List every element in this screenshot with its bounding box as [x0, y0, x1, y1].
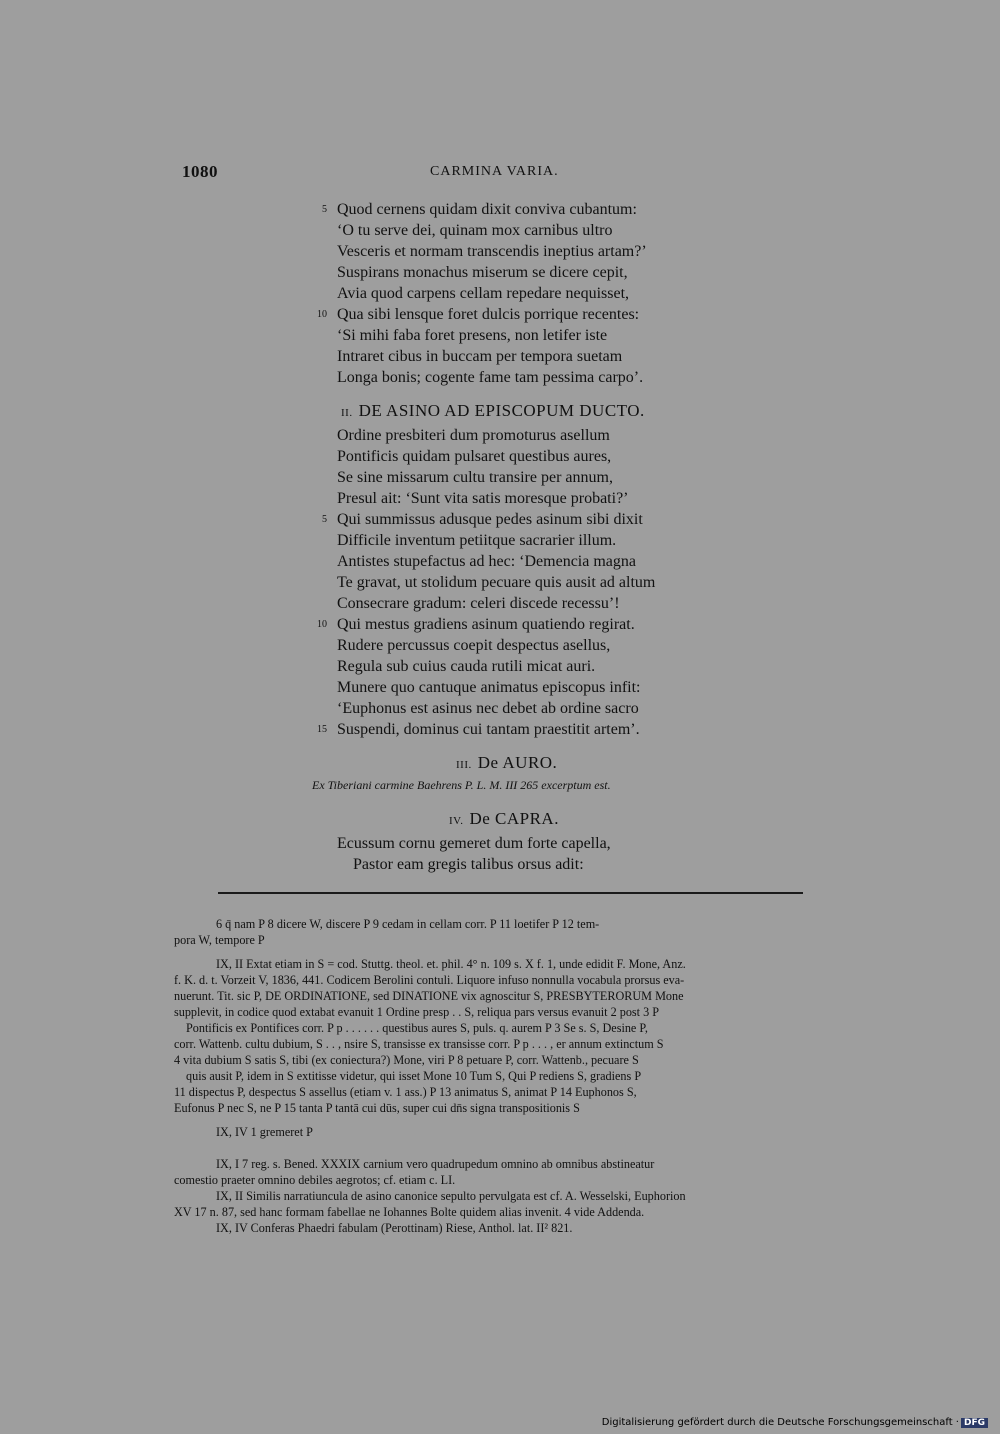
- apparatus-spacer: [174, 948, 850, 956]
- verse-line: [337, 241, 767, 262]
- verse-line: [317, 719, 767, 740]
- verse-text: Munere quo cantuque animatus episcopus infit:: [337, 679, 641, 696]
- apparatus-line: IX, IV 1 gremeret P: [216, 1125, 313, 1139]
- verse-text: ‘Si mihi faba foret presens, non letifer iste: [337, 327, 608, 344]
- verse-text: Pontificis quidam pulsaret questibus aures,: [337, 448, 612, 465]
- apparatus-line: f. K. d. t. Vorzeit V, 1836, 441. Codicem Berolini contuli. Liquore infuso nonnulla vocabula prorsus eva-: [174, 973, 685, 987]
- apparatus-line: quis ausit P, idem in S extitisse videtur, qui isset Mone 10 Tum S, Qui P rediens S, gradiens P: [186, 1069, 642, 1083]
- apparatus-line: IX, I 7 reg. s. Bened. XXXIX carnium vero quadrupedum omnino ab omnibus abstineatur: [216, 1157, 655, 1171]
- apparatus-line: IX, II Extat etiam in S = cod. Stuttg. theol. et. phil. 4° n. 109 s. X f. 1, unde edidit F. Mone, Anz.: [216, 957, 686, 971]
- verse-text: Quod cernens quidam dixit conviva cubantum:: [337, 201, 637, 218]
- apparatus-line: pora W, tempore P: [174, 933, 265, 947]
- verse-text: Qui summissus adusque pedes asinum sibi dixit: [337, 511, 643, 528]
- page-header: [182, 160, 822, 186]
- verse-line: [337, 677, 767, 698]
- verse-text: Difficile inventum petiitque sacrarier illum.: [337, 532, 617, 549]
- running-title: CARMINA VARIA.: [430, 164, 559, 179]
- verse-text: Presul ait: ‘Sunt vita satis moresque probati?’: [337, 490, 629, 507]
- apparatus-line: 11 dispectus P, despectus S assellus (etiam v. 1 ass.) P 13 animatus S, animat P 14 Euphonos S,: [174, 1085, 637, 1099]
- verse-text: Te gravat, ut stolidum pecuare quis ausit ad altum: [337, 574, 656, 591]
- verse-text: Intraret cibus in buccam per tempora suetam: [337, 348, 623, 365]
- apparatus-line: Eufonus P nec S, ne P 15 tanta P tantā cui dūs, super cui dn̄s signa transpositionis S: [174, 1101, 580, 1115]
- verse-line: [337, 467, 767, 488]
- apparatus-line: supplevit, in codice quod extabat evanuit 1 Ordine presp . . S, reliqua pars versus evanuit 2 post 3 P: [174, 1005, 660, 1019]
- verse-line: [337, 572, 767, 593]
- verse-text: Qui mestus gradiens asinum quatiendo regirat.: [337, 616, 635, 633]
- verse-line: [317, 614, 767, 635]
- verse-line: [337, 488, 767, 509]
- verse-text: Suspendi, dominus cui tantam praestitit artem’.: [337, 721, 640, 738]
- line-number: 10: [317, 309, 327, 320]
- verse-line: [337, 833, 767, 854]
- verse-text: Se sine missarum cultu transire per annum,: [337, 469, 613, 486]
- footer-text: Digitalisierung gefördert durch die Deutsche Forschungsgemeinschaft ·: [601, 1417, 959, 1428]
- heading-title: De CAPRA.: [469, 809, 559, 828]
- verse-text: Regula sub cuius cauda rutili micat auri.: [337, 658, 596, 675]
- verse-text: Qua sibi lensque foret dulcis porrique recentes:: [337, 306, 640, 323]
- poem-section-4: [337, 833, 767, 875]
- verse-text: Avia quod carpens cellam repedare nequisset,: [337, 285, 630, 302]
- verse-text: Rudere percussus coepit despectus asellus,: [337, 637, 611, 654]
- verse-text: Suspirans monachus miserum se dicere cepit,: [337, 264, 628, 281]
- footer-credit: [602, 1417, 988, 1428]
- critical-apparatus: [174, 916, 850, 1236]
- apparatus-spacer: [174, 1140, 850, 1148]
- verse-text: Vesceris et normam transcendis ineptius artam?’: [337, 243, 647, 260]
- apparatus-spacer: [174, 1148, 850, 1156]
- verse-line: [337, 551, 767, 572]
- verse-line: [322, 199, 767, 220]
- page-number: 1080: [182, 162, 218, 181]
- poem-section-2: [317, 425, 767, 740]
- apparatus-line: comestio praeter omnino debiles aegrotos; cf. etiam c. LI.: [174, 1173, 456, 1187]
- verse-line: [337, 346, 767, 367]
- heading-de-auro: [456, 753, 557, 773]
- apparatus-line: XV 17 n. 87, sed hanc formam fabellae ne Iohannes Bolte quidem alias invenit. 4 vide Addenda.: [174, 1205, 645, 1219]
- line-number: 10: [317, 619, 327, 630]
- verse-line: [337, 283, 767, 304]
- heading-de-asino: [341, 401, 645, 421]
- apparatus-line: corr. Wattenb. cultu dubium, S . . , nsire S, transisse ex transisse corr. P p . . . , er annum extinctum S: [174, 1037, 664, 1051]
- verse-line: [337, 854, 767, 875]
- apparatus-line: IX, II Similis narratiuncula de asino canonice sepulto pervulgata est cf. A. Wesselski, Euphorion: [216, 1189, 686, 1203]
- heading-numeral: III.: [456, 759, 472, 771]
- verse-line: [337, 425, 767, 446]
- verse-line: [337, 593, 767, 614]
- poem-section-1: [317, 199, 767, 388]
- heading-title: DE ASINO AD EPISCOPUM DUCTO.: [358, 401, 645, 420]
- footnote-rule: [218, 892, 803, 894]
- verse-line: [337, 262, 767, 283]
- verse-text: Antistes stupefactus ad hec: ‘Demencia magna: [337, 553, 636, 570]
- verse-text: Longa bonis; cogente fame tam pessima carpo’.: [337, 369, 644, 386]
- line-number: 15: [317, 724, 327, 735]
- verse-line: [337, 530, 767, 551]
- verse-line: [337, 635, 767, 656]
- verse-text: Consecrare gradum: celeri discede recessu’!: [337, 595, 620, 612]
- verse-line: [337, 220, 767, 241]
- apparatus-spacer: [174, 1116, 850, 1124]
- verse-line: [322, 509, 767, 530]
- heading-de-capra: [449, 809, 559, 829]
- apparatus-line: nuerunt. Tit. sic P, DE ORDINATIONE, sed DINATIONE vix agnoscitur S, PRESBYTERORUM Mone: [174, 989, 684, 1003]
- apparatus-line: 4 vita dubium S satis S, tibi (ex coniectura?) Mone, viri P 8 petuare P, corr. Wattenb., pecuare S: [174, 1053, 639, 1067]
- verse-text: Ecussum cornu gemeret dum forte capella,: [337, 835, 611, 852]
- verse-line: [337, 698, 767, 719]
- heading-numeral: IV.: [449, 815, 464, 827]
- dfg-logo: DFG: [961, 1418, 988, 1428]
- verse-line: [317, 304, 767, 325]
- verse-line: [337, 367, 767, 388]
- verse-line: [337, 656, 767, 677]
- heading-title: De AURO.: [477, 753, 558, 772]
- verse-text: ‘O tu serve dei, quinam mox carnibus ultro: [337, 222, 613, 239]
- verse-line: [337, 446, 767, 467]
- verse-text: Ordine presbiteri dum promoturus asellum: [337, 427, 610, 444]
- excerpt-note: Ex Tiberiani carmine Baehrens P. L. M. III 265 excerptum est.: [312, 778, 611, 792]
- heading-numeral: II.: [341, 407, 353, 419]
- line-number: 5: [322, 204, 327, 215]
- verse-text: ‘Euphonus est asinus nec debet ab ordine sacro: [337, 700, 639, 717]
- apparatus-line: IX, IV Conferas Phaedri fabulam (Perottinam) Riese, Anthol. lat. II² 821.: [216, 1221, 573, 1235]
- apparatus-line: Pontificis ex Pontifices corr. P p . . . . . . questibus aures S, puls. q. aurem P 3 Se s. S, Desine P,: [186, 1021, 648, 1035]
- verse-text: Pastor eam gregis talibus orsus adit:: [353, 856, 584, 873]
- verse-line: [337, 325, 767, 346]
- apparatus-line: 6 q̄ nam P 8 dicere W, discere P 9 cedam in cellam corr. P 11 loetifer P 12 tem-: [216, 917, 600, 931]
- line-number: 5: [322, 514, 327, 525]
